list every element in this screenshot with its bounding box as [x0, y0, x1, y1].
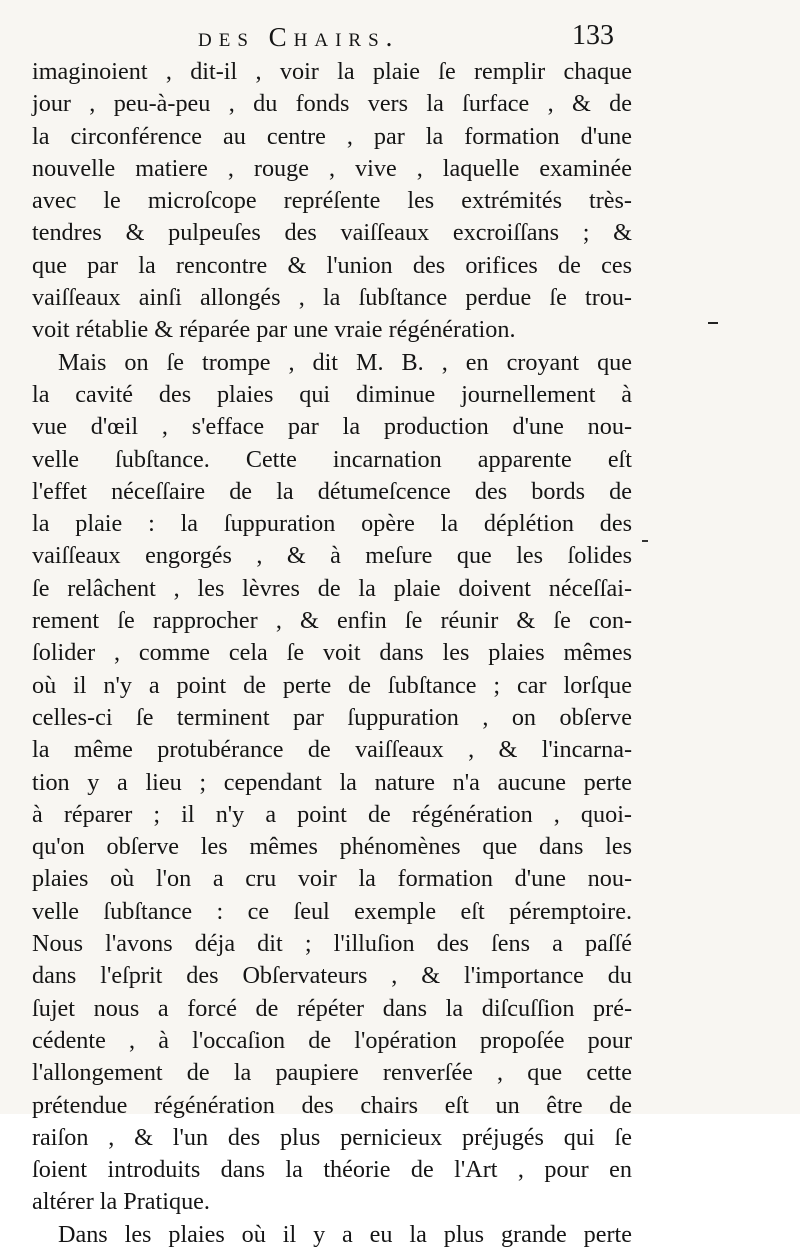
margin-dash	[708, 322, 718, 324]
text-line: ſe relâchent , les lèvres de la plaie doivent néceſſai-	[32, 574, 632, 602]
text-line: prétendue régénération des chairs eſt un être de	[32, 1091, 632, 1119]
text-line: imaginoient , dit-il , voir la plaie ſe remplir chaque	[32, 58, 632, 85]
text-line: Nous l'avons déja dit ; l'illuſion des ſens a paſſé	[32, 930, 632, 958]
text-line: la circonférence au centre , par la formation d'une	[32, 122, 632, 150]
text-line: cédente , à l'occaſion de l'opération propoſée pour	[32, 1026, 632, 1054]
text-line: Mais on ſe trompe , dit M. B. , en croyant que	[58, 348, 632, 376]
page-number: 133	[572, 20, 614, 51]
text-line: la même protubérance de vaiſſeaux , & l'incarna-	[32, 736, 632, 764]
text-line: velle ſubſtance. Cette incarnation apparente eſt	[32, 445, 632, 473]
text-line: altérer la Pratique.	[32, 1188, 210, 1216]
text-line: plaies où l'on a cru voir la formation d'une nou-	[32, 865, 632, 893]
margin-speck	[642, 540, 648, 542]
text-line: qu'on obſerve les mêmes phénomènes que dans les	[32, 833, 632, 861]
text-line: à réparer ; il n'y a point de régénération , quoi-	[32, 800, 632, 828]
text-line: raiſon , & l'un des plus pernicieux préjugés qui ſe	[32, 1123, 632, 1151]
body-text	[32, 56, 632, 1251]
text-line: tion y a lieu ; cependant la nature n'a aucune perte	[32, 768, 632, 796]
text-line: celles-ci ſe terminent par ſuppuration , on obſerve	[32, 703, 632, 731]
text-line: Dans les plaies où il y a eu la plus grande perte	[58, 1220, 632, 1248]
text-line: l'allongement de la paupiere renverſée , que cette	[32, 1059, 632, 1087]
text-line: vaiſſeaux ainſi allongés , la ſubſtance perdue ſe trou-	[32, 284, 632, 312]
text-line: que par la rencontre & l'union des orifices de ces	[32, 251, 632, 279]
running-title: des Chairs.	[198, 22, 400, 52]
text-line: avec le microſcope repréſente les extrémités très-	[32, 187, 632, 215]
text-line: tendres & pulpeuſes des vaiſſeaux excroiſſans ; &	[32, 219, 632, 247]
text-line: velle ſubſtance : ce ſeul exemple eſt péremptoire.	[32, 897, 632, 925]
text-line: la plaie : la ſuppuration opère la déplétion des	[32, 510, 632, 538]
text-line: ſolider , comme cela ſe voit dans les plaies mêmes	[32, 639, 632, 667]
text-line: nouvelle matiere , rouge , vive , laquelle examinée	[32, 154, 632, 182]
text-line: ſoient introduits dans la théorie de l'Art , pour en	[32, 1156, 632, 1184]
text-line: où il n'y a point de perte de ſubſtance ; car lorſque	[32, 671, 632, 699]
text-line: rement ſe rapprocher , & enfin ſe réunir & ſe con-	[32, 607, 632, 635]
text-line: ſujet nous a forcé de répéter dans la diſcuſſion pré-	[32, 994, 632, 1022]
text-line: la cavité des plaies qui diminue journellement à	[32, 380, 632, 408]
text-line: voit rétablie & réparée par une vraie régénération.	[32, 316, 516, 344]
text-line: vue d'œil , s'efface par la production d'une nou-	[32, 413, 632, 441]
text-line: dans l'eſprit des Obſervateurs , & l'importance du	[32, 962, 632, 990]
text-line: vaiſſeaux engorgés , & à meſure que les ſolides	[32, 542, 632, 570]
text-line: l'effet néceſſaire de la détumeſcence des bords de	[32, 477, 632, 505]
text-line: jour , peu-à-peu , du fonds vers la ſurface , & de	[32, 90, 632, 118]
